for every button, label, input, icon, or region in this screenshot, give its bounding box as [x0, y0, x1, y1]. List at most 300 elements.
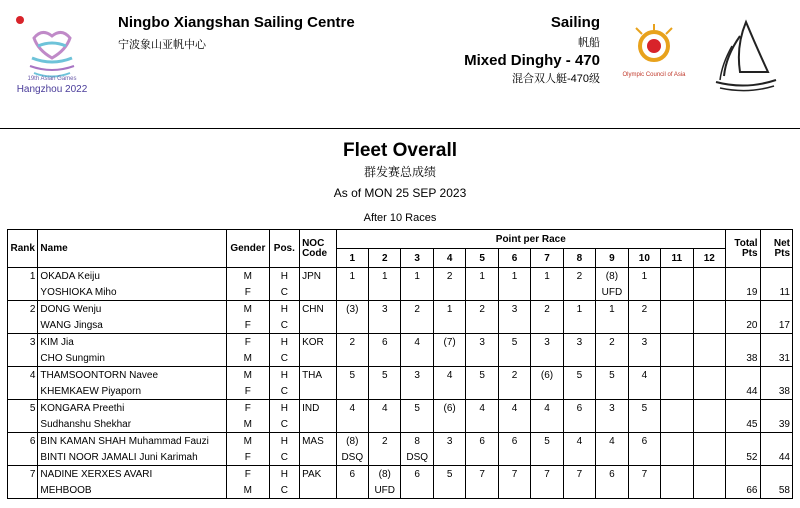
table-row [8, 400, 793, 417]
rank-cell [8, 449, 38, 466]
race-point-cell [433, 449, 465, 466]
oca-sun-icon [612, 22, 696, 72]
col-race-11: 11 [661, 249, 693, 268]
pos-cell: H [269, 466, 299, 483]
table-row [8, 449, 793, 466]
venue-name-cn: 宁波象山亚帆中心 [118, 39, 206, 51]
rank-cell [8, 284, 38, 301]
race-point-cell [498, 383, 530, 400]
total-cell: 38 [726, 350, 760, 367]
race-point-cell [596, 350, 628, 367]
race-point-cell [466, 383, 498, 400]
race-point-cell: 5 [596, 367, 628, 384]
pos-cell: H [269, 433, 299, 450]
race-point-cell [433, 350, 465, 367]
race-point-cell: UFD [369, 482, 401, 499]
race-point-cell [563, 350, 595, 367]
sailing-pictogram-icon [706, 16, 786, 96]
race-point-cell [401, 416, 433, 433]
race-point-cell: 1 [498, 268, 530, 285]
total-cell [726, 301, 760, 318]
race-point-cell: 7 [466, 466, 498, 483]
race-point-cell [563, 383, 595, 400]
gender-cell: F [227, 334, 270, 351]
col-race-4: 4 [433, 249, 465, 268]
sport-name: Sailing [550, 14, 600, 31]
gender-cell: F [227, 383, 270, 400]
event-name-cn: 混合双人艇-470级 [511, 73, 600, 85]
rank-cell [8, 482, 38, 499]
rank-cell [8, 383, 38, 400]
race-point-cell [693, 334, 725, 351]
total-cell: 44 [726, 383, 760, 400]
race-point-cell: 5 [433, 466, 465, 483]
athlete-name: CHO Sungmin [38, 350, 227, 367]
race-point-cell: 4 [596, 433, 628, 450]
race-point-cell: 1 [466, 268, 498, 285]
header-divider [0, 128, 800, 129]
race-point-cell [531, 317, 563, 334]
total-cell [726, 334, 760, 351]
race-point-cell: 1 [531, 268, 563, 285]
table-row [8, 433, 793, 450]
race-point-cell [661, 317, 693, 334]
race-point-cell: 3 [563, 334, 595, 351]
noc-cell: KOR [300, 334, 337, 351]
race-point-cell: 6 [401, 466, 433, 483]
athlete-name: KIM Jia [38, 334, 227, 351]
race-point-cell [661, 400, 693, 417]
race-point-cell [401, 350, 433, 367]
games-edition-text: 19th Asian Games [27, 76, 77, 82]
race-point-cell: 6 [563, 400, 595, 417]
pos-cell: H [269, 301, 299, 318]
race-point-cell [466, 482, 498, 499]
race-point-cell: 6 [596, 466, 628, 483]
gender-cell: M [227, 416, 270, 433]
games-city-text: Hangzhou 2022 [16, 84, 88, 95]
race-point-cell: 4 [369, 400, 401, 417]
net-cell [760, 268, 793, 285]
race-point-cell: 3 [531, 334, 563, 351]
race-point-cell [336, 317, 368, 334]
rank-cell: 1 [8, 268, 38, 285]
rank-cell: 2 [8, 301, 38, 318]
race-point-cell: 5 [563, 367, 595, 384]
race-point-cell: 6 [498, 433, 530, 450]
net-cell [760, 400, 793, 417]
total-cell [726, 367, 760, 384]
race-point-cell [628, 449, 660, 466]
race-point-cell: 2 [466, 301, 498, 318]
event-name: Mixed Dinghy - 470 [464, 52, 600, 69]
athlete-name: THAMSOONTORN Navee [38, 367, 227, 384]
race-point-cell [369, 350, 401, 367]
race-point-cell: 1 [596, 301, 628, 318]
race-point-cell [369, 449, 401, 466]
gender-cell: M [227, 350, 270, 367]
noc-cell [300, 317, 337, 334]
race-point-cell [693, 284, 725, 301]
col-net-line2: Pts [774, 247, 790, 259]
race-point-cell [531, 350, 563, 367]
race-point-cell [531, 416, 563, 433]
race-point-cell [336, 482, 368, 499]
table-row [8, 482, 793, 499]
race-point-cell: 3 [628, 334, 660, 351]
race-point-cell: 3 [596, 400, 628, 417]
race-point-cell: (8) [369, 466, 401, 483]
race-point-cell [498, 284, 530, 301]
report-title-cn: 群发赛总成绩 [363, 165, 436, 179]
race-point-cell [661, 433, 693, 450]
race-point-cell [628, 482, 660, 499]
noc-cell: CHN [300, 301, 337, 318]
rank-cell: 6 [8, 433, 38, 450]
noc-cell [300, 416, 337, 433]
col-noc-line1: NOC [302, 237, 325, 249]
col-race-1: 1 [336, 249, 368, 268]
col-race-10: 10 [628, 249, 660, 268]
asian-games-logo [12, 10, 92, 100]
col-net-line1: Net [773, 237, 790, 249]
race-point-cell: 7 [498, 466, 530, 483]
race-point-cell: 2 [369, 433, 401, 450]
race-point-cell: UFD [596, 284, 628, 301]
race-point-cell [401, 482, 433, 499]
race-point-cell [336, 383, 368, 400]
athlete-name: BIN KAMAN SHAH Muhammad Fauzi [38, 433, 227, 450]
race-point-cell [531, 383, 563, 400]
race-point-cell [531, 449, 563, 466]
col-race-2: 2 [369, 249, 401, 268]
athlete-name: NADINE XERXES AVARI [38, 466, 227, 483]
noc-cell: IND [300, 400, 337, 417]
race-point-cell [661, 301, 693, 318]
race-point-cell: 8 [401, 433, 433, 450]
total-cell: 66 [726, 482, 760, 499]
race-point-cell: 2 [336, 334, 368, 351]
race-point-cell: 6 [628, 433, 660, 450]
noc-cell [300, 383, 337, 400]
race-point-cell [498, 416, 530, 433]
race-point-cell: 5 [369, 367, 401, 384]
gender-cell: F [227, 317, 270, 334]
col-net [760, 230, 793, 268]
race-point-cell: (3) [336, 301, 368, 318]
net-cell [760, 301, 793, 318]
net-cell [760, 334, 793, 351]
race-point-cell: 7 [628, 466, 660, 483]
race-point-cell [693, 433, 725, 450]
noc-cell: PAK [300, 466, 337, 483]
race-point-cell [693, 416, 725, 433]
pos-cell: C [269, 449, 299, 466]
col-pos: Pos. [269, 230, 299, 268]
race-point-cell [596, 317, 628, 334]
report-as-of: As of MON 25 SEP 2023 [333, 186, 467, 200]
race-point-cell [693, 268, 725, 285]
race-point-cell: 5 [336, 367, 368, 384]
race-point-cell [466, 284, 498, 301]
race-point-cell: 2 [596, 334, 628, 351]
race-point-cell: 6 [369, 334, 401, 351]
athlete-name: BINTI NOOR JAMALI Juni Karimah [38, 449, 227, 466]
noc-cell: JPN [300, 268, 337, 285]
race-point-cell: DSQ [336, 449, 368, 466]
race-point-cell [661, 367, 693, 384]
table-row [8, 334, 793, 351]
race-point-cell [693, 466, 725, 483]
noc-cell [300, 350, 337, 367]
col-noc-line2: Code [302, 247, 328, 259]
athlete-name: YOSHIOKA Miho [38, 284, 227, 301]
net-cell: 39 [760, 416, 793, 433]
table-row [8, 416, 793, 433]
col-race-8: 8 [563, 249, 595, 268]
rank-cell [8, 317, 38, 334]
gender-cell: M [227, 301, 270, 318]
race-point-cell [498, 482, 530, 499]
race-point-cell: 1 [433, 301, 465, 318]
total-cell [726, 268, 760, 285]
race-point-cell: 5 [531, 433, 563, 450]
race-point-cell [433, 482, 465, 499]
net-cell: 38 [760, 383, 793, 400]
report-title: Fleet Overall [342, 140, 458, 161]
total-cell [726, 400, 760, 417]
table-row [8, 317, 793, 334]
race-point-cell [661, 383, 693, 400]
noc-cell: MAS [300, 433, 337, 450]
col-race-3: 3 [401, 249, 433, 268]
race-point-cell: 2 [563, 268, 595, 285]
race-point-cell: 3 [498, 301, 530, 318]
race-point-cell: 7 [563, 466, 595, 483]
race-point-cell: 4 [563, 433, 595, 450]
table-row [8, 268, 793, 285]
race-point-cell: 4 [628, 367, 660, 384]
race-point-cell [693, 449, 725, 466]
race-point-cell [661, 449, 693, 466]
venue-name: Ningbo Xiangshan Sailing Centre [118, 14, 355, 31]
gender-cell: F [227, 284, 270, 301]
rank-cell [8, 350, 38, 367]
race-point-cell [433, 383, 465, 400]
race-point-cell [336, 350, 368, 367]
athlete-name: OKADA Keiju [38, 268, 227, 285]
net-cell: 58 [760, 482, 793, 499]
net-cell: 31 [760, 350, 793, 367]
athlete-name: KHEMKAEW Piyaporn [38, 383, 227, 400]
race-point-cell: 4 [466, 400, 498, 417]
pos-cell: C [269, 350, 299, 367]
race-point-cell: 5 [466, 367, 498, 384]
gender-cell: F [227, 466, 270, 483]
pos-cell: H [269, 400, 299, 417]
race-point-cell [563, 416, 595, 433]
race-point-cell [661, 268, 693, 285]
col-total-line2: Pts [741, 247, 758, 259]
race-point-cell: 2 [433, 268, 465, 285]
race-point-cell: (7) [433, 334, 465, 351]
race-point-cell [401, 383, 433, 400]
net-cell: 44 [760, 449, 793, 466]
race-point-cell [693, 367, 725, 384]
race-point-cell: (8) [596, 268, 628, 285]
race-point-cell: (6) [433, 400, 465, 417]
race-point-cell [466, 449, 498, 466]
race-point-cell [336, 416, 368, 433]
noc-cell: THA [300, 367, 337, 384]
table-row [8, 350, 793, 367]
total-cell: 52 [726, 449, 760, 466]
race-point-cell: 4 [531, 400, 563, 417]
gender-cell: F [227, 449, 270, 466]
race-point-cell: DSQ [401, 449, 433, 466]
race-point-cell [661, 350, 693, 367]
pos-cell: C [269, 416, 299, 433]
race-point-cell: (6) [531, 367, 563, 384]
race-point-cell [693, 482, 725, 499]
gender-cell: M [227, 433, 270, 450]
race-point-cell: 3 [369, 301, 401, 318]
race-point-cell: 2 [628, 301, 660, 318]
race-point-cell [661, 482, 693, 499]
race-point-cell [661, 416, 693, 433]
rank-cell [8, 416, 38, 433]
pos-cell: H [269, 367, 299, 384]
net-cell [760, 466, 793, 483]
race-point-cell [466, 416, 498, 433]
race-point-cell [369, 416, 401, 433]
col-noc [300, 230, 337, 268]
gender-cell: M [227, 367, 270, 384]
total-cell [726, 433, 760, 450]
col-gender: Gender [227, 230, 270, 268]
table-row [8, 367, 793, 384]
col-race-7: 7 [531, 249, 563, 268]
race-point-cell [433, 416, 465, 433]
race-point-cell [498, 317, 530, 334]
col-total-line1: Total [734, 237, 758, 249]
race-point-cell [693, 383, 725, 400]
athlete-name: MEHBOOB [38, 482, 227, 499]
total-cell: 19 [726, 284, 760, 301]
race-point-cell [369, 317, 401, 334]
table-row [8, 466, 793, 483]
race-point-cell [693, 350, 725, 367]
results-table [7, 229, 793, 499]
race-point-cell [661, 466, 693, 483]
gender-cell: M [227, 268, 270, 285]
race-point-cell: 1 [628, 268, 660, 285]
total-cell: 20 [726, 317, 760, 334]
rank-cell: 3 [8, 334, 38, 351]
race-point-cell: 4 [336, 400, 368, 417]
rank-cell: 4 [8, 367, 38, 384]
col-total [726, 230, 760, 268]
col-name: Name [38, 230, 227, 268]
race-point-cell [369, 383, 401, 400]
pos-cell: H [269, 334, 299, 351]
race-point-cell: 3 [466, 334, 498, 351]
pos-cell: C [269, 383, 299, 400]
pos-cell: H [269, 268, 299, 285]
total-cell: 45 [726, 416, 760, 433]
race-point-cell [563, 317, 595, 334]
rank-cell: 7 [8, 466, 38, 483]
race-point-cell: 1 [563, 301, 595, 318]
race-point-cell [498, 350, 530, 367]
net-cell: 11 [760, 284, 793, 301]
race-point-cell: 4 [498, 400, 530, 417]
race-point-cell [466, 317, 498, 334]
report-after-races: After 10 Races [363, 212, 437, 224]
col-point-per-race: Point per Race [336, 230, 725, 249]
net-cell [760, 433, 793, 450]
race-point-cell: 6 [336, 466, 368, 483]
race-point-cell: 5 [628, 400, 660, 417]
race-point-cell [563, 482, 595, 499]
col-rank: Rank [8, 230, 38, 268]
table-row [8, 383, 793, 400]
race-point-cell [531, 482, 563, 499]
noc-cell [300, 284, 337, 301]
net-cell [760, 367, 793, 384]
race-point-cell [596, 416, 628, 433]
race-point-cell: 7 [531, 466, 563, 483]
noc-cell [300, 482, 337, 499]
race-point-cell: 4 [433, 367, 465, 384]
race-point-cell: 2 [401, 301, 433, 318]
race-point-cell [596, 482, 628, 499]
race-point-cell [433, 284, 465, 301]
race-point-cell [466, 350, 498, 367]
rank-cell: 5 [8, 400, 38, 417]
race-point-cell: 1 [369, 268, 401, 285]
race-point-cell [401, 317, 433, 334]
table-row [8, 284, 793, 301]
col-race-9: 9 [596, 249, 628, 268]
athlete-name: KONGARA Preethi [38, 400, 227, 417]
race-point-cell: 3 [433, 433, 465, 450]
race-point-cell [693, 301, 725, 318]
col-race-12: 12 [693, 249, 725, 268]
race-point-cell [498, 449, 530, 466]
race-point-cell [628, 416, 660, 433]
race-point-cell: 5 [401, 400, 433, 417]
col-race-5: 5 [466, 249, 498, 268]
oca-logo-text: Olympic Council of Asia [622, 72, 686, 78]
race-point-cell [369, 284, 401, 301]
athlete-name: WANG Jingsa [38, 317, 227, 334]
race-point-cell: 2 [498, 367, 530, 384]
race-point-cell [596, 449, 628, 466]
athlete-name: DONG Wenju [38, 301, 227, 318]
table-row [8, 301, 793, 318]
race-point-cell: 1 [336, 268, 368, 285]
race-point-cell [596, 383, 628, 400]
race-point-cell: 6 [466, 433, 498, 450]
race-point-cell [628, 284, 660, 301]
race-point-cell [628, 350, 660, 367]
race-point-cell [661, 334, 693, 351]
race-point-cell [401, 284, 433, 301]
gender-cell: F [227, 400, 270, 417]
race-point-cell: 1 [401, 268, 433, 285]
race-point-cell [628, 317, 660, 334]
